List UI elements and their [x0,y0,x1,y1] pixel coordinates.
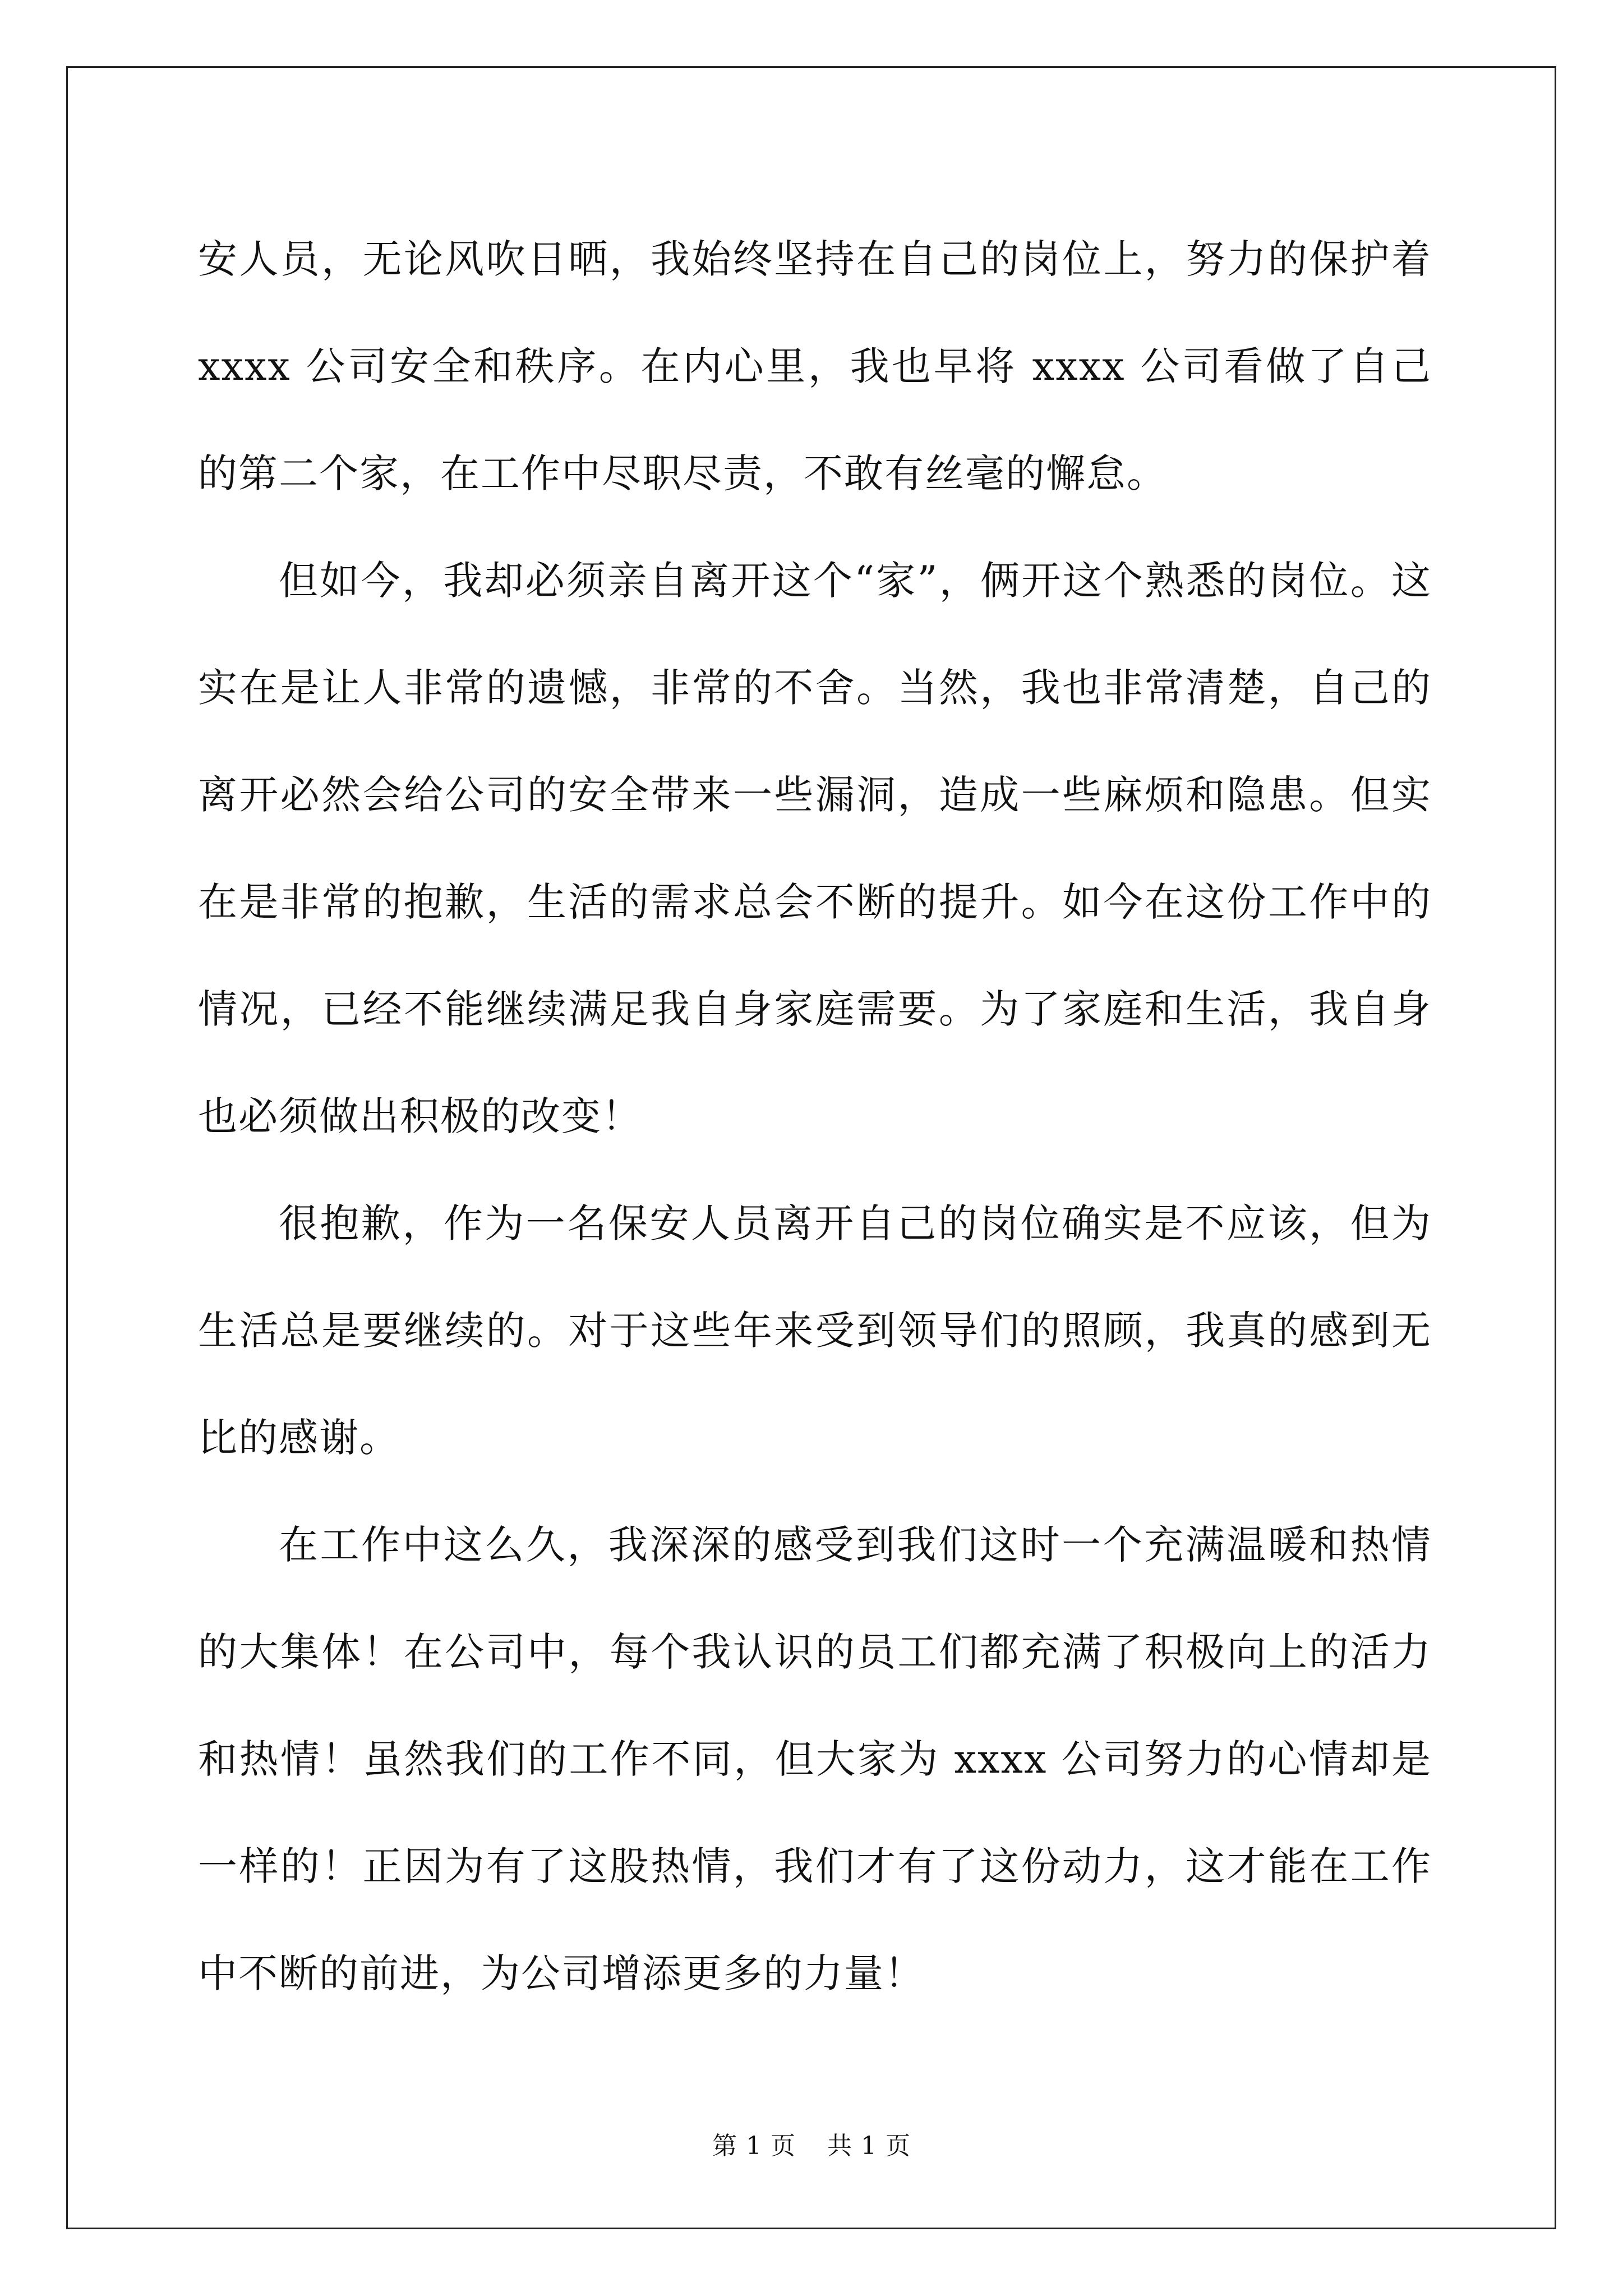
paragraph-1: 安人员，无论风吹日晒，我始终坚持在自己的岗位上，努力的保护着 xxxx 公司安全和秩序。在内心里，我也早将 xxxx 公司看做了自己的第二个家，在工作中尽职尽责，不敢有丝毫的懈怠。 [198,236,1432,496]
paragraph-4: 在工作中这么久，我深深的感受到我们这时一个充满温暖和热情的大集体！在公司中，每个我认识的员工们都充满了积极向上的活力和热情！虽然我们的工作不同，但大家为 xxxx 公司努力的心情却是一样的！正因为有了这股热情，我们才有了这份动力，这才能在工作中不断的前进，为公司增添更多的力量！ [198,1522,1432,1996]
paragraph-2: 但如今，我却必须亲自离开这个“家”，俩开这个熟悉的岗位。这实在是让人非常的遗憾，非常的不舍。当然，我也非常清楚，自己的离开必然会给公司的安全带来一些漏洞，造成一些麻烦和隐患。但实在是非常的抱歉，生活的需求总会不断的提升。如今在这份工作中的情况，已经不能继续满足我自身家庭需要。为了家庭和生活，我自身也必须做出积极的改变！ [198,558,1432,1139]
current-page-label: 第 1 页 [712,2132,796,2160]
document-body [198,206,1432,2027]
page-footer [0,2129,1623,2163]
total-pages-label: 共 1 页 [827,2132,911,2160]
paragraph-3: 很抱歉，作为一名保安人员离开自己的岗位确实是不应该，但为生活总是要继续的。对于这些年来受到领导们的照顾，我真的感到无比的感谢。 [198,1200,1432,1461]
